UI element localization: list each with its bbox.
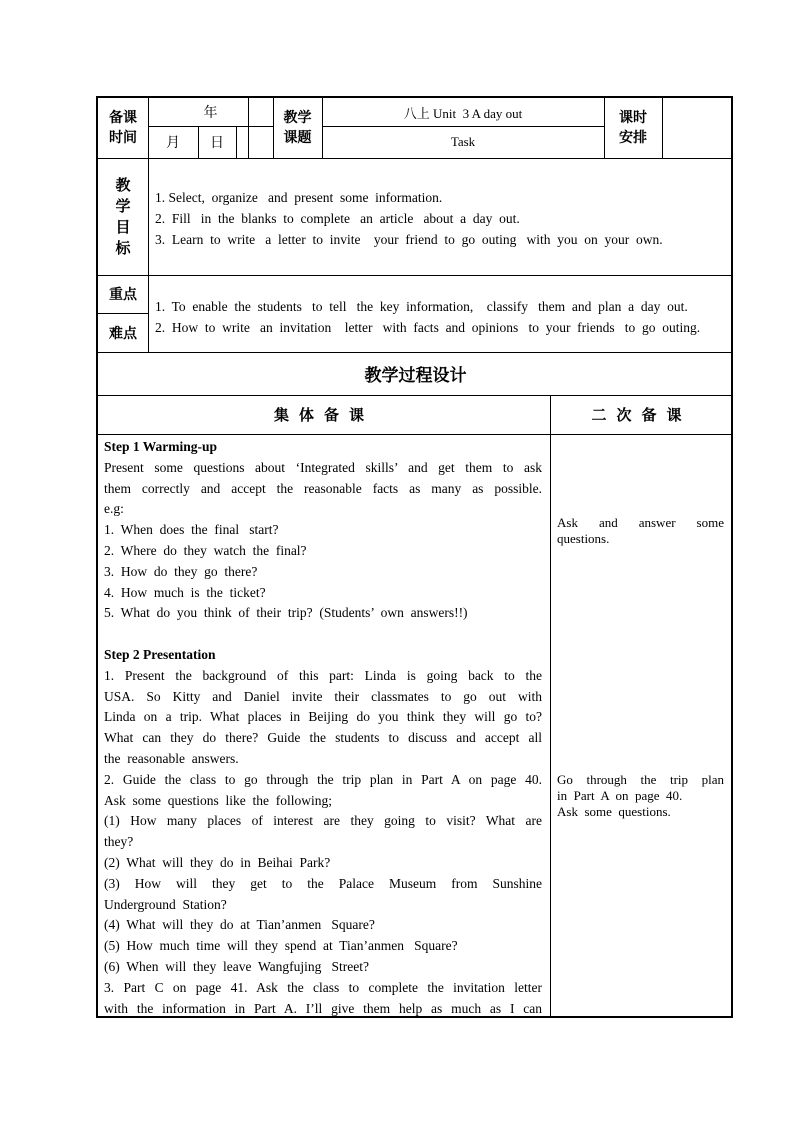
process-line: 3. How do they go there? [104, 563, 258, 579]
note-line: Ask some questions. [557, 804, 671, 819]
note-line: in Part A on page 40. [557, 788, 683, 803]
process-line: the reasonable answers. [104, 750, 239, 766]
process-line: they? [104, 834, 134, 850]
goal-item: 3. Learn to write a letter to invite your friend to go outing with you on your own. [155, 232, 663, 247]
schedule-label: 课时 安排 [619, 110, 647, 146]
month-label: 月 [166, 135, 180, 151]
keypoint-item: 2. How to write an invitation letter with facts and opinions to your friends to go outing. [155, 320, 701, 335]
lesson-plan-table [96, 96, 733, 1018]
topic-subtitle: Task [450, 134, 476, 149]
process-line: Linda on a trip. What places in Beijing do you think they will go to? [104, 709, 542, 725]
process-line: (6) When will they leave Wangfujing Street? [104, 958, 369, 974]
process-line: (3) How will they get to the Palace Museum from Sunshine [104, 875, 542, 891]
secondary-prep-header: 二次备课 [591, 406, 692, 424]
process-line: Present some questions about ‘Integrated skills’ and get them to ask [104, 459, 542, 475]
note-line: questions. [557, 531, 610, 546]
goals-label: 教 学 目 标 [115, 175, 131, 257]
topic-label: 教学 课题 [283, 110, 312, 146]
collective-prep-header: 集体备课 [273, 406, 374, 424]
process-line: (5) How much time will they spend at Tian’anmen Square? [104, 938, 458, 954]
process-line: What can they do there? Guide the students to discuss and accept all [104, 730, 542, 746]
process-line: 1. Present the background of this part: Linda is going back to the [104, 667, 542, 683]
step-heading: Step 2 Presentation [104, 646, 216, 662]
process-line: 2. Guide the class to go through the trip plan in Part A on page 40. [104, 771, 542, 787]
process-line: 1. When does the final start? [104, 522, 279, 538]
goals-list [155, 187, 663, 250]
topic-title: 八上 Unit 3 A day out [403, 105, 523, 121]
keypoints-list [155, 296, 700, 338]
year-label: 年 [203, 105, 218, 121]
process-line: (1) How many places of interest are they going to visit? What are [104, 813, 542, 829]
difficulty-label: 难点 [109, 325, 137, 342]
process-line: Underground Station? [104, 896, 227, 912]
goal-item: 2. Fill in the blanks to complete an article about a day out. [155, 211, 520, 226]
process-line: 2. Where do they watch the final? [104, 542, 307, 558]
process-line: 5. What do you think of their trip? (Students’ own answers!!) [104, 605, 468, 621]
process-line [104, 624, 542, 645]
process-line: with the information in Part A. I’ll give them help as much as I can [104, 1000, 542, 1016]
schedule-value [662, 98, 733, 158]
process-line: (4) What will they do at Tian’anmen Square? [104, 917, 375, 933]
prep-time-label: 备课 时间 [109, 110, 137, 146]
process-line: USA. So Kitty and Daniel invite their classmates to go out with [104, 688, 542, 704]
step-heading: Step 1 Warming-up [104, 439, 218, 454]
key-points-label: 重点 [109, 287, 137, 303]
process-line: 4. How much is the ticket? [104, 584, 266, 600]
goal-item: 1. Select, organize and present some information. [155, 190, 443, 205]
keypoint-item: 1. To enable the students to tell the key information, classify them and plan a day out. [155, 299, 688, 314]
process-line: 3. Part C on page 41. Ask the class to complete the invitation letter [104, 979, 542, 995]
secondary-note-2 [557, 772, 724, 820]
process-line: Ask some questions like the following; [104, 792, 332, 808]
collective-prep-content [104, 437, 542, 1018]
process-title: 教学过程设计 [364, 366, 467, 386]
note-line: Ask and answer some [557, 515, 724, 530]
process-line: (2) What will they do in Beihai Park? [104, 854, 331, 870]
day-label: 日 [210, 135, 224, 151]
note-line: Go through the trip plan [557, 772, 724, 787]
process-line: them correctly and accept the reasonable facts as many as possible. [104, 480, 542, 496]
process-line: e.g: [104, 501, 124, 517]
secondary-note-1 [557, 515, 724, 547]
